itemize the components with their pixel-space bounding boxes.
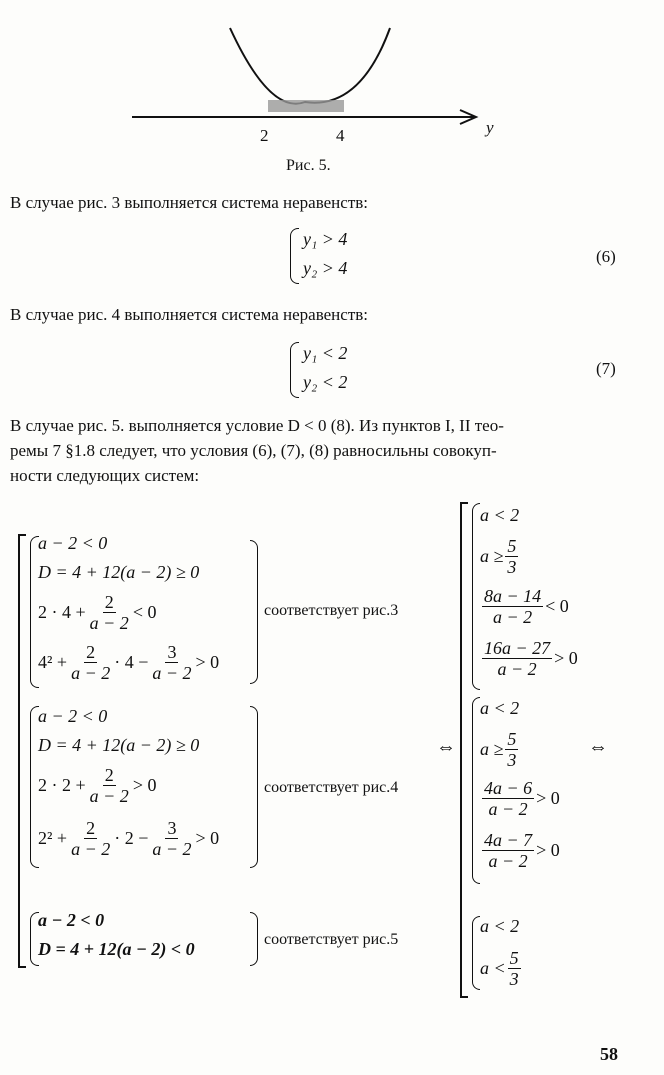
paragraph-fig5-line3: ности следующих систем:	[10, 466, 200, 485]
numerator: 2	[86, 642, 96, 662]
right-sys2-row2	[480, 729, 520, 770]
left-sys1-row4-prefix: 4² +	[38, 652, 68, 672]
fraction	[482, 778, 534, 819]
left-sys2-row1: a − 2 < 0	[38, 706, 108, 726]
right-sys1-row2-prefix: a ≥	[480, 546, 504, 566]
tick-label-2: 2	[260, 126, 269, 145]
right-sys2-row4	[480, 830, 560, 871]
left-sys2-row2: D = 4 + 12(a − 2) ≥ 0	[38, 735, 200, 755]
page-number: 58	[600, 1044, 618, 1064]
denominator: a − 2	[71, 663, 111, 683]
left-sys3-row2: D = 4 + 12(a − 2) < 0	[38, 939, 195, 959]
equation-number-6: (6)	[596, 247, 616, 266]
denominator: a − 2	[152, 663, 192, 683]
fraction	[69, 818, 112, 859]
denominator: a − 2	[488, 799, 528, 819]
left-sys1-row1: a − 2 < 0	[38, 533, 108, 553]
brace-right-result-sys2	[472, 697, 480, 884]
denominator: a − 2	[89, 613, 129, 633]
right-sys1-row4	[480, 638, 578, 679]
brace-sys7	[290, 342, 299, 398]
denominator: 3	[509, 969, 519, 989]
left-sys1-row4	[38, 642, 219, 683]
fraction	[482, 638, 552, 679]
left-sys2-row3	[38, 765, 156, 806]
right-sys2-row3	[480, 778, 560, 819]
denominator: a − 2	[71, 839, 111, 859]
left-sys3-row1: a − 2 < 0	[38, 910, 105, 930]
numerator: 8a − 14	[484, 586, 542, 606]
numerator: 3	[167, 818, 177, 838]
left-sys1-row2: D = 4 + 12(a − 2) ≥ 0	[38, 562, 200, 582]
numerator: 2	[104, 765, 114, 785]
sys6-line1: y₁ > 4	[303, 229, 348, 249]
right-sys1-row3	[480, 586, 569, 627]
denominator: 3	[507, 557, 517, 577]
denominator: 3	[507, 750, 517, 770]
equation-number-7: (7)	[596, 359, 616, 378]
numerator: 4a − 7	[484, 830, 533, 850]
right-sys3-row1: a < 2	[480, 916, 520, 936]
denominator: a − 2	[152, 839, 192, 859]
right-sys3-row2	[480, 948, 523, 989]
brace-right-sys3	[250, 912, 258, 966]
brace-right-result-sys3	[472, 916, 480, 990]
right-sys1-row3-suffix: < 0	[545, 596, 569, 616]
brace-right-result-sys1	[472, 503, 480, 690]
left-sys1-row4-middle: · 4 −	[114, 652, 149, 672]
right-sys2-row3-suffix: > 0	[536, 788, 560, 808]
label-fig5: соответствует рис.5	[264, 931, 399, 948]
equivalence-arrow-1: ⇔	[436, 736, 456, 758]
left-sys1-row4-suffix: > 0	[195, 652, 220, 672]
tick-label-4: 4	[336, 126, 345, 145]
right-set-bracket	[460, 502, 468, 998]
parabola-figure	[120, 20, 520, 150]
label-fig4: соответствует рис.4	[264, 779, 399, 796]
left-sys2-row4-suffix: > 0	[195, 828, 220, 848]
fraction	[505, 729, 518, 770]
fraction	[150, 818, 193, 859]
denominator: a − 2	[497, 659, 537, 679]
fraction	[88, 592, 131, 633]
denominator: a − 2	[493, 607, 533, 627]
label-fig3: соответствует рис.3	[264, 602, 399, 619]
sys7-line1: y₁ < 2	[303, 343, 348, 363]
equivalence-arrow-2: ⇔	[588, 736, 608, 758]
left-sys1-row3-suffix: < 0	[132, 602, 157, 622]
fraction	[482, 586, 543, 627]
right-sys1-row1: a < 2	[480, 505, 520, 525]
numerator: 5	[507, 729, 517, 749]
fraction	[508, 948, 521, 989]
paragraph-fig4: В случае рис. 4 выполняется система неравенств:	[10, 305, 369, 324]
left-sys1-row3-prefix: 2 · 4 +	[38, 602, 86, 622]
left-sys2-row4-middle: · 2 −	[114, 828, 149, 848]
fraction	[88, 765, 131, 806]
paragraph-fig3: В случае рис. 3 выполняется система неравенств:	[10, 193, 369, 212]
right-sys2-row4-suffix: > 0	[536, 840, 560, 860]
fraction	[482, 830, 534, 871]
paragraph-fig5-line2: ремы 7 §1.8 следует, что условия (6), (7), (8) равносильны совокуп-	[10, 441, 497, 460]
fraction	[505, 536, 518, 577]
parabola-curve	[230, 28, 390, 104]
fraction	[69, 642, 112, 683]
left-sys2-row3-prefix: 2 · 2 +	[38, 775, 86, 795]
sys7-line2: y₂ < 2	[303, 372, 348, 392]
numerator: 5	[509, 948, 519, 968]
numerator: 5	[507, 536, 517, 556]
right-sys2-row1: a < 2	[480, 698, 520, 718]
left-set-bracket	[18, 534, 26, 968]
numerator: 2	[104, 592, 114, 612]
brace-sys6	[290, 228, 299, 284]
denominator: a − 2	[488, 851, 528, 871]
axis-label-y: y	[486, 118, 494, 137]
numerator: 4a − 6	[484, 778, 533, 798]
figure-caption: Рис. 5.	[286, 157, 331, 174]
paragraph-fig5-line1: В случае рис. 5. выполняется условие D < 0 (8). Из пунктов I, II тео-	[10, 416, 504, 435]
shaded-interval	[268, 100, 344, 112]
right-sys3-row2-prefix: a <	[480, 958, 506, 978]
sys6-line2: y₂ > 4	[303, 258, 348, 278]
left-sys2-row4-prefix: 2² +	[38, 828, 68, 848]
left-sys2-row3-suffix: > 0	[132, 775, 157, 795]
right-sys1-row2	[480, 536, 520, 577]
fraction	[150, 642, 193, 683]
numerator: 16a − 27	[484, 638, 551, 658]
denominator: a − 2	[89, 786, 129, 806]
right-sys1-row4-suffix: > 0	[554, 648, 578, 668]
brace-right-sys1	[250, 540, 258, 684]
numerator: 3	[167, 642, 177, 662]
right-sys2-row2-prefix: a ≥	[480, 739, 504, 759]
numerator: 2	[86, 818, 96, 838]
left-sys2-row4	[38, 818, 219, 859]
brace-right-sys2	[250, 706, 258, 868]
left-sys1-row3	[38, 592, 156, 633]
